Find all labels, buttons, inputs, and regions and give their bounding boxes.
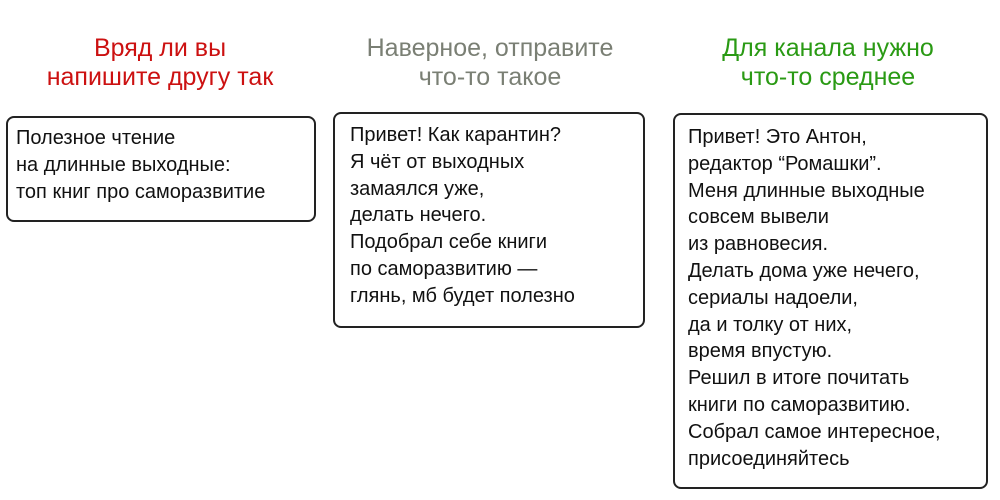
message-line: совсем вывели <box>688 206 829 229</box>
message-line: Подобрал себе книги <box>350 231 548 254</box>
heading-line: что-то среднее <box>740 63 916 91</box>
message-line: на длинные выходные: <box>16 153 231 176</box>
message-line: книги по саморазвитию. <box>688 393 911 416</box>
column-1-heading <box>0 34 320 92</box>
column-2-heading <box>330 34 650 92</box>
message-line: время впустую. <box>688 340 833 363</box>
heading-line: Вряд ли вы <box>93 34 227 62</box>
message-line: да и толку от них, <box>688 313 853 336</box>
column-3-heading <box>668 34 988 92</box>
column-1-message-box <box>6 116 316 222</box>
message-line: делать нечего. <box>350 204 487 227</box>
message-line: по саморазвитию — <box>350 257 538 280</box>
heading-line: что-то такое <box>418 63 562 91</box>
message-line: Делать дома уже нечего, <box>688 259 920 282</box>
message-line: сериалы надоели, <box>688 286 858 309</box>
message-line: Решил в итоге почитать <box>688 367 910 390</box>
message-line: Собрал самое интересное, <box>688 420 941 443</box>
message-line: топ книг про саморазвитие <box>16 180 266 203</box>
message-line: присоединяйтесь <box>688 447 850 470</box>
heading-line: Наверное, отправите <box>366 34 614 62</box>
message-line: замаялся уже, <box>350 177 485 200</box>
message-line: Я чёт от выходных <box>350 150 525 173</box>
column-2-message-box <box>333 112 645 328</box>
message-line: Полезное чтение <box>16 127 176 149</box>
message-line: Привет! Это Антон, <box>688 126 867 148</box>
message-line: Привет! Как карантин? <box>350 124 561 146</box>
message-line: глянь, мб будет полезно <box>350 284 575 307</box>
heading-line: напишите другу так <box>46 63 274 91</box>
message-line: редактор “Ромашки”. <box>688 152 882 175</box>
column-3-message-box <box>673 113 988 489</box>
message-line: Меня длинные выходные <box>688 179 925 202</box>
heading-line: Для канала нужно <box>722 34 934 62</box>
message-line: из равновесия. <box>688 233 829 256</box>
